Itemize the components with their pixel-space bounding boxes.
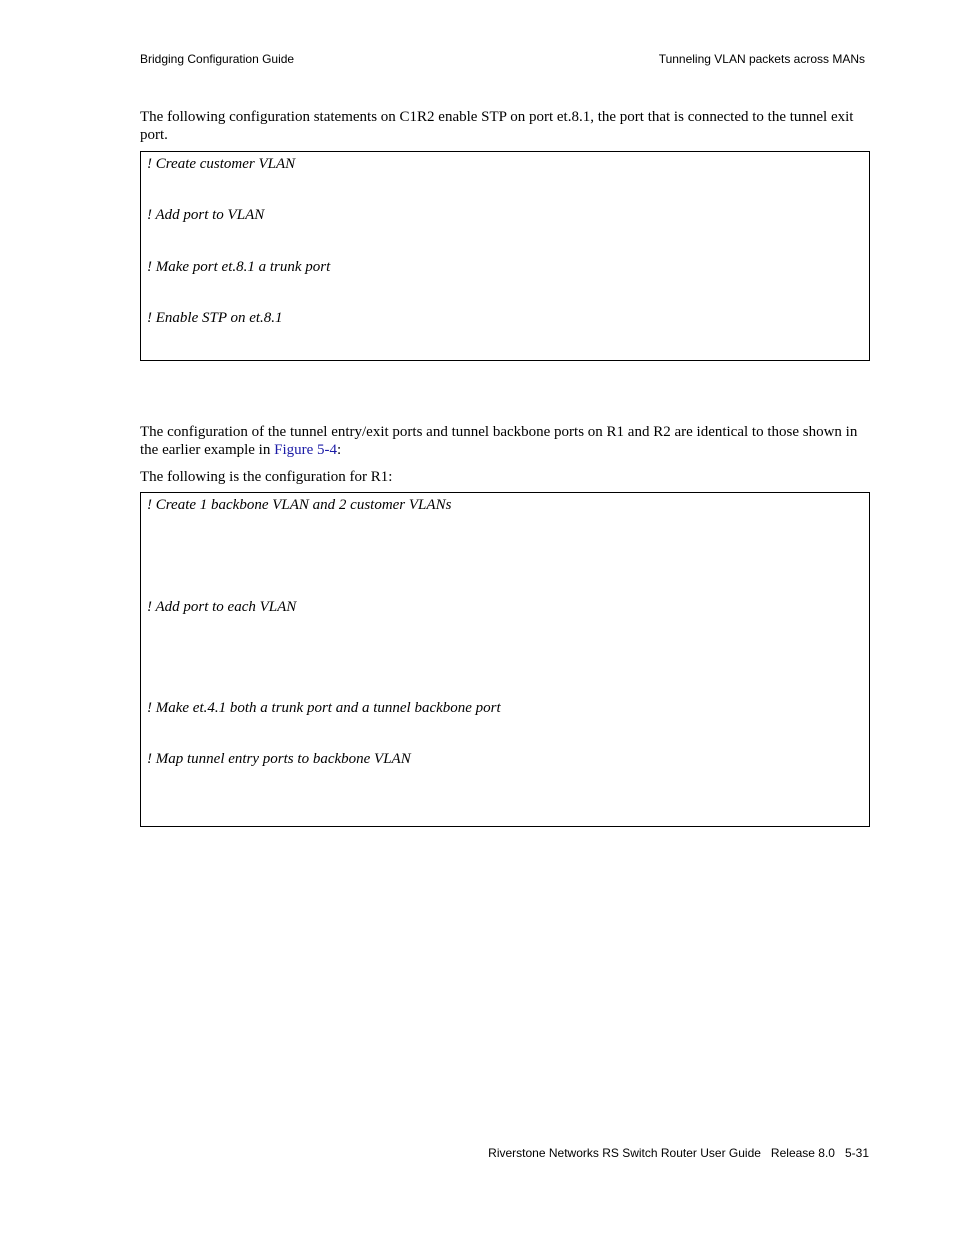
running-header-left: Bridging Configuration Guide — [140, 52, 295, 66]
page-footer: Riverstone Networks RS Switch Router User Guide Release 8.0 5-31 — [488, 1146, 869, 1160]
paragraph-text: The configuration of the tunnel entry/exit ports and tunnel backbone ports on R1 and R2 are identical to those shown in the earlier example in — [140, 424, 858, 458]
running-header-right: Tunneling VLAN packets across MANs — [658, 52, 865, 66]
paragraph-text: : — [337, 442, 342, 458]
config-comment: ! Create 1 backbone VLAN and 2 customer VLANs — [147, 497, 452, 513]
intro-paragraph: The following configuration statements on C1R2 enable STP on port et.8.1, the port that is connected to the tunnel exit port. — [140, 109, 854, 143]
config-comment: ! Add port to each VLAN — [147, 599, 297, 615]
config-comment: ! Make port et.8.1 a trunk port — [147, 259, 331, 275]
r1-config-box — [140, 492, 870, 827]
config-comment: ! Make et.4.1 both a trunk port and a tunnel backbone port — [147, 700, 501, 716]
config-comment: ! Create customer VLAN — [147, 156, 296, 172]
config-comment: ! Enable STP on et.8.1 — [147, 310, 283, 326]
r1-config-intro: The following is the configuration for R1: — [140, 469, 393, 485]
c1r2-config-box — [140, 151, 870, 361]
figure-5-4-link[interactable]: Figure 5-4 — [274, 442, 338, 458]
tunnel-ports-paragraph — [140, 423, 870, 459]
config-comment: ! Add port to VLAN — [147, 207, 265, 223]
config-comment: ! Map tunnel entry ports to backbone VLAN — [147, 751, 411, 767]
